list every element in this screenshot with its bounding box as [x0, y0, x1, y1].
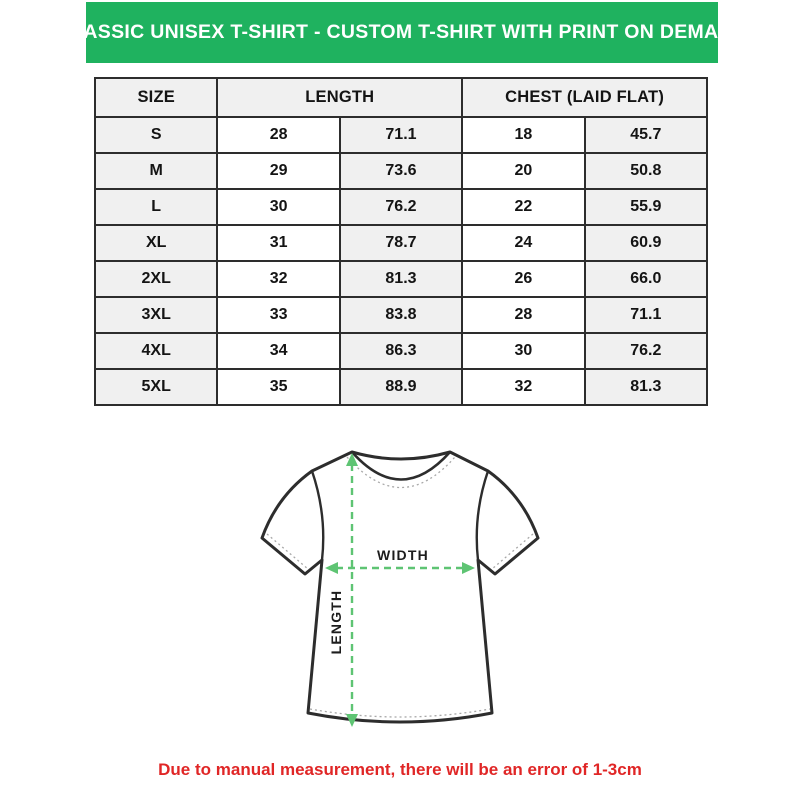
col-header-chest: CHEST (LAID FLAT): [462, 78, 707, 117]
length-cm-cell: 78.7: [340, 225, 462, 261]
size-cell: S: [95, 117, 217, 153]
length-in-cell: 33: [217, 297, 339, 333]
chest-cm-cell: 55.9: [585, 189, 707, 225]
title-banner: [56, 2, 748, 63]
length-label: LENGTH: [328, 589, 344, 655]
size-cell: 4XL: [95, 333, 217, 369]
tshirt-measurement-diagram: [248, 430, 552, 748]
size-cell: XL: [95, 225, 217, 261]
table-row: [95, 297, 707, 333]
size-cell: L: [95, 189, 217, 225]
chest-cm-cell: 71.1: [585, 297, 707, 333]
length-cm-cell: 86.3: [340, 333, 462, 369]
chest-in-cell: 18: [462, 117, 584, 153]
chest-cm-cell: 45.7: [585, 117, 707, 153]
table-row: [95, 261, 707, 297]
length-in-cell: 31: [217, 225, 339, 261]
table-row: [95, 189, 707, 225]
length-in-cell: 34: [217, 333, 339, 369]
col-header-length: LENGTH: [217, 78, 462, 117]
length-in-cell: 30: [217, 189, 339, 225]
col-header-size: SIZE: [95, 78, 217, 117]
length-cm-cell: 88.9: [340, 369, 462, 405]
length-cm-cell: 73.6: [340, 153, 462, 189]
length-in-cell: 29: [217, 153, 339, 189]
chest-in-cell: 24: [462, 225, 584, 261]
length-cm-cell: 71.1: [340, 117, 462, 153]
length-in-cell: 32: [217, 261, 339, 297]
table-header-row: [95, 78, 707, 117]
size-cell: 3XL: [95, 297, 217, 333]
table-row: [95, 153, 707, 189]
chest-in-cell: 20: [462, 153, 584, 189]
chest-cm-cell: 50.8: [585, 153, 707, 189]
table-row: [95, 369, 707, 405]
chest-cm-cell: 66.0: [585, 261, 707, 297]
tshirt-drawing: [248, 430, 552, 748]
size-cell: M: [95, 153, 217, 189]
length-cm-cell: 83.8: [340, 297, 462, 333]
width-label: WIDTH: [377, 547, 429, 563]
chest-cm-cell: 60.9: [585, 225, 707, 261]
chest-in-cell: 22: [462, 189, 584, 225]
chest-in-cell: 28: [462, 297, 584, 333]
length-in-cell: 28: [217, 117, 339, 153]
length-cm-cell: 81.3: [340, 261, 462, 297]
chest-in-cell: 32: [462, 369, 584, 405]
chest-cm-cell: 81.3: [585, 369, 707, 405]
length-in-cell: 35: [217, 369, 339, 405]
tshirt-outline: [262, 452, 538, 722]
length-cm-cell: 76.2: [340, 189, 462, 225]
page-title: CLASSIC UNISEX T-SHIRT - CUSTOM T-SHIRT WITH PRINT ON DEMAND: [56, 21, 748, 43]
table-row: [95, 117, 707, 153]
size-table: [94, 77, 708, 406]
size-cell: 5XL: [95, 369, 217, 405]
size-cell: 2XL: [95, 261, 217, 297]
table-row: [95, 225, 707, 261]
chest-cm-cell: 76.2: [585, 333, 707, 369]
chest-in-cell: 26: [462, 261, 584, 297]
chest-in-cell: 30: [462, 333, 584, 369]
table-row: [95, 333, 707, 369]
measurement-note: Due to manual measurement, there will be an error of 1-3cm: [158, 760, 642, 779]
